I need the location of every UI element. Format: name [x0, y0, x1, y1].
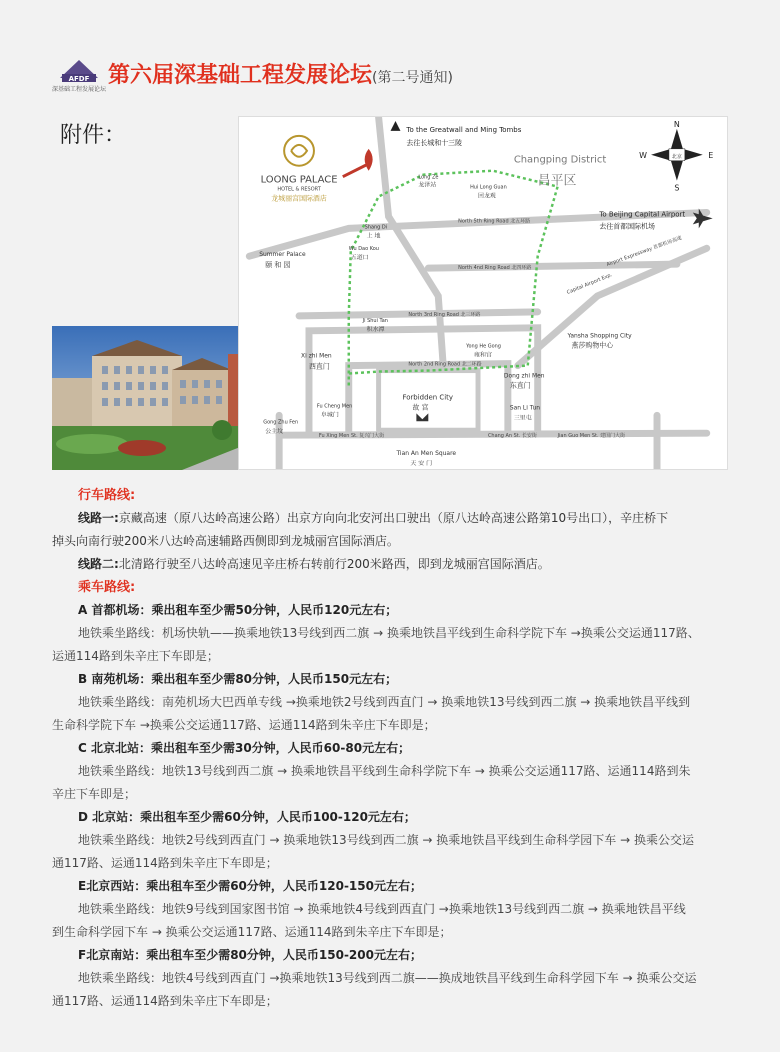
drive-route-1-cont: 掉头向南行驶200米八达岭高速辅路西侧即到龙城丽宫国际酒店。 [52, 534, 399, 548]
svg-text:N: N [673, 119, 680, 129]
hotel-name-en: LOONG PALACE [260, 174, 338, 186]
station-b-head: B 南苑机场：乘出租车至少需80分钟，人民币150元左右； [78, 672, 398, 686]
header [52, 56, 752, 96]
svg-text:Ji Shui Tan: Ji Shui Tan [362, 317, 388, 324]
ride-title: 乘车路线: [78, 580, 136, 595]
svg-text:Fu Cheng Men: Fu Cheng Men [316, 403, 353, 410]
station-c-head: C 北京北站：乘出租车至少需30分钟，人民币60-80元左右； [78, 741, 411, 755]
svg-text:上 地: 上 地 [366, 232, 381, 240]
svg-text:东直门: 东直门 [509, 381, 531, 390]
station-e-line2: 到生命科学园下车 → 换乘公交运通117路、运通114路到朱辛庄下车即是； [52, 925, 452, 939]
station-e-head: E北京西站：乘出租车至少需60分钟，人民币120-150元左右； [78, 879, 422, 893]
logo-subtitle: 深基础工程发展论坛 [52, 86, 107, 93]
greatwall-en: To the Greatwall and Ming Tombs [406, 125, 522, 134]
palace-icon [416, 413, 428, 421]
svg-text:Shang Di: Shang Di [364, 224, 388, 231]
svg-text:E: E [708, 150, 714, 160]
station-d-line2: 通117路、运通114路到朱辛庄下车即是； [52, 856, 278, 870]
svg-text:北京: 北京 [671, 153, 682, 160]
road-label-changan: Chang An St. 长安街 [487, 433, 537, 440]
station-a-line2: 运通114路到朱辛庄下车即是； [52, 649, 219, 663]
svg-text:S: S [674, 183, 680, 193]
road-label-airport: Airport Expressway 首都机场高速 [605, 235, 683, 269]
road-label-r3: North 3rd Ring Road 北三环路 [408, 311, 481, 318]
svg-text:公主坟: 公主坟 [265, 428, 284, 436]
page-title [108, 58, 453, 89]
svg-text:三里屯: 三里屯 [513, 414, 532, 422]
station-a-head: A 首都机场：乘出租车至少需50分钟，人民币120元左右； [78, 603, 398, 617]
district-cn: 昌平区 [537, 173, 577, 189]
svg-text:龙泽站: 龙泽站 [418, 181, 437, 189]
svg-text:五道口: 五道口 [350, 254, 369, 262]
airport-en: To Beijing Capital Airport [599, 210, 686, 219]
drive-route-2-text: 北清路行驶至八达岭高速见辛庄桥右转前行200米路西，即到龙城丽宫国际酒店。 [118, 557, 550, 571]
hotel-arrow-icon [343, 165, 367, 177]
drive-route-2 [52, 553, 742, 576]
page-title-main: 第六届深基础工程发展论坛 [108, 63, 373, 88]
road-label-r4: North 4nd Ring Road 北四环路 [458, 265, 532, 272]
station-e-line1: 地铁乘坐路线：地铁9号线到国家图书馆 → 换乘地铁4号线到西直门 →换乘地铁13号线到西二旗 → 换乘地铁昌平线 [78, 902, 686, 916]
svg-text:燕莎购物中心: 燕莎购物中心 [571, 341, 614, 350]
svg-text:Yansha Shopping City: Yansha Shopping City [567, 332, 632, 340]
drive-route-1-line1: 京藏高速（原八达岭高速公路）出京方向向北安河出口驶出（原八达岭高速公路第10号出口），辛庄桥下 [118, 511, 669, 525]
svg-text:Hui Long Guan: Hui Long Guan [470, 184, 507, 191]
svg-text:积水潭: 积水潭 [366, 325, 385, 333]
page-title-sub: (第二号通知) [372, 70, 453, 86]
hotel-logo [261, 136, 338, 203]
district-en: Changping District [513, 154, 607, 166]
svg-text:雍和宫: 雍和宫 [474, 351, 492, 359]
attachment-label: 附件： [60, 123, 127, 148]
svg-text:Forbidden City: Forbidden City [402, 393, 454, 402]
station-f-line2: 通117路、运通114路到朱辛庄下车即是； [52, 994, 278, 1008]
station-f-line1: 地铁乘坐路线：地铁4号线到西直门 →换乘地铁13号线到西二旗——换成地铁昌平线到生命科学园下车 → 换乘公交运 [78, 971, 697, 985]
fleur-de-lis-icon [365, 149, 373, 171]
svg-text:西直门: 西直门 [308, 362, 330, 371]
route-info [52, 484, 742, 1013]
drive-route-2-label: 线路二: [78, 557, 119, 571]
airport-cn: 去往首都国际机场 [599, 222, 655, 231]
svg-text:San Li Tun: San Li Tun [509, 404, 541, 412]
svg-text:天 安 门: 天 安 门 [410, 460, 433, 468]
road-label-r5: North 5th Ring Road 北五环路 [458, 218, 531, 225]
station-c-line1: 地铁乘坐路线：地铁13号线到西二旗 → 换乘地铁昌平线到生命科学院下车 → 换乘公交运通117路、运通114路到朱 [78, 764, 691, 778]
station-d-line1: 地铁乘坐路线：地铁2号线到西直门 → 换乘地铁13号线到西二旗 → 换乘地铁昌平线到生命科学园下车 → 换乘公交运 [78, 833, 694, 847]
svg-text:故 宫: 故 宫 [412, 403, 429, 412]
svg-text:Yong He Gong: Yong He Gong [466, 343, 501, 350]
location-map [238, 116, 728, 470]
svg-text:Xi zhi Men: Xi zhi Men [301, 352, 332, 360]
svg-text:Long Ze: Long Ze [418, 174, 439, 181]
svg-text:阜城门: 阜城门 [320, 411, 339, 419]
svg-text:回龙观: 回龙观 [478, 192, 496, 200]
road-label-capital: Capital Airport Exp. [566, 272, 614, 296]
station-b-line2: 生命科学院下车 →换乘公交运通117路、运通114路到朱辛庄下车即是； [52, 718, 436, 732]
road-label-jianguo: Jian Guo Men St. 建国门大街 [557, 433, 625, 440]
road-label-r2: North 2nd Ring Road 北二环路 [408, 361, 482, 368]
compass-icon [639, 120, 713, 193]
hotel-photo [52, 326, 268, 470]
hotel-name-cn: 龙城丽宫国际酒店 [271, 194, 327, 203]
svg-text:AFDF: AFDF [68, 75, 90, 83]
station-a-line1: 地铁乘坐路线：机场快轨——换乘地铁13号线到西二旗 → 换乘地铁昌平线到生命科学院下车 →换乘公交运通117路、 [78, 626, 700, 640]
svg-text:颐 和 园: 颐 和 园 [265, 261, 291, 270]
svg-text:Gong Zhu Fen: Gong Zhu Fen [263, 419, 299, 426]
svg-text:Dong zhi Men: Dong zhi Men [503, 372, 545, 380]
station-d-head: D 北京站：乘出租车至少需60分钟，人民币100-120元左右； [78, 810, 416, 824]
station-c-line2: 辛庄下车即是； [52, 787, 137, 801]
route-line [349, 171, 558, 386]
hotel-sub-en: HOTEL & RESORT [277, 186, 321, 193]
road-label-fuxing: Fu Xing Men St. 复兴门大街 [318, 433, 385, 440]
station-b-line1: 地铁乘坐路线：南苑机场大巴西单专线 →换乘地铁2号线到西直门 → 换乘地铁13号线到西二旗 → 换乘地铁昌平线到 [78, 695, 691, 709]
drive-route-1-label: 线路一: [78, 511, 119, 525]
drive-title: 行车路线: [78, 488, 136, 503]
svg-text:W: W [639, 150, 648, 160]
svg-text:Wu Dao Kou: Wu Dao Kou [348, 246, 379, 253]
svg-text:Summer Palace: Summer Palace [259, 251, 306, 259]
drive-route-1 [52, 507, 742, 530]
north-arrow-icon [391, 121, 401, 131]
greatwall-cn: 去往长城和十三陵 [406, 138, 463, 147]
station-f-head: F北京南站：乘出租车至少需80分钟，人民币150-200元左右； [78, 948, 422, 962]
svg-text:Tian An Men Square: Tian An Men Square [396, 450, 457, 458]
